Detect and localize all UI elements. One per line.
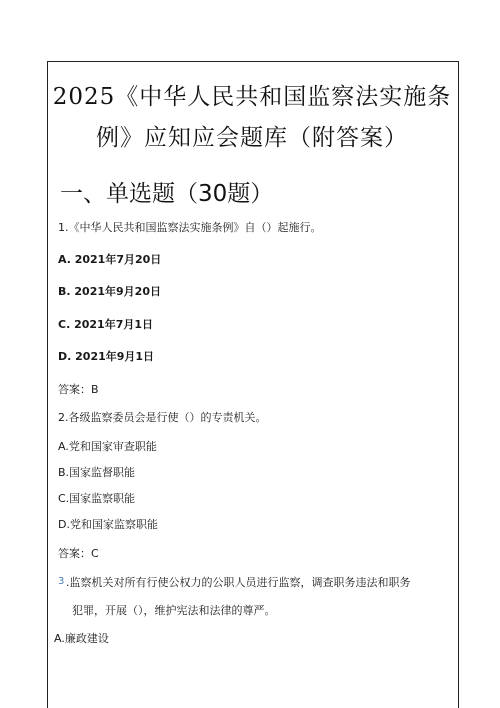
question-3-stem-line-1: .监察机关对所有行使公权力的公职人员进行监察，调查职务违法和职务: [66, 576, 411, 589]
document-title-line-1: 2025《中华人民共和国监察法实施条: [52, 84, 452, 110]
question-1-answer: 答案：B: [58, 383, 99, 396]
question-1-option-b: B. 2021年9月20日: [58, 285, 161, 298]
question-2-option-c: C.国家监察职能: [58, 492, 136, 505]
document-title-line-2: 例》应知应会题库（附答案）: [96, 125, 408, 151]
question-3-option-a: A.廉政建设: [54, 632, 109, 645]
question-1-option-d: D. 2021年9月1日: [58, 350, 155, 363]
question-2-answer: 答案：C: [58, 547, 99, 560]
question-2-stem: 2.各级监察委员会是行使（）的专责机关。: [58, 411, 267, 424]
section-heading: 一、单选题（30题）: [60, 181, 274, 207]
question-2-option-b: B.国家监督职能: [58, 466, 136, 479]
question-3-number: 3: [58, 576, 65, 587]
question-3-stem-line-2: 犯罪，开展（），维护宪法和法律的尊严。: [72, 604, 276, 617]
question-2-option-d: D.党和国家监察职能: [58, 518, 158, 531]
question-1-option-c: C. 2021年7月1日: [58, 318, 154, 331]
question-1-option-a: A. 2021年7月20日: [58, 253, 162, 266]
question-2-option-a: A.党和国家审查职能: [58, 440, 157, 453]
question-1-stem: 1.《中华人民共和国监察法实施条例》自（）起施行。: [58, 221, 322, 234]
